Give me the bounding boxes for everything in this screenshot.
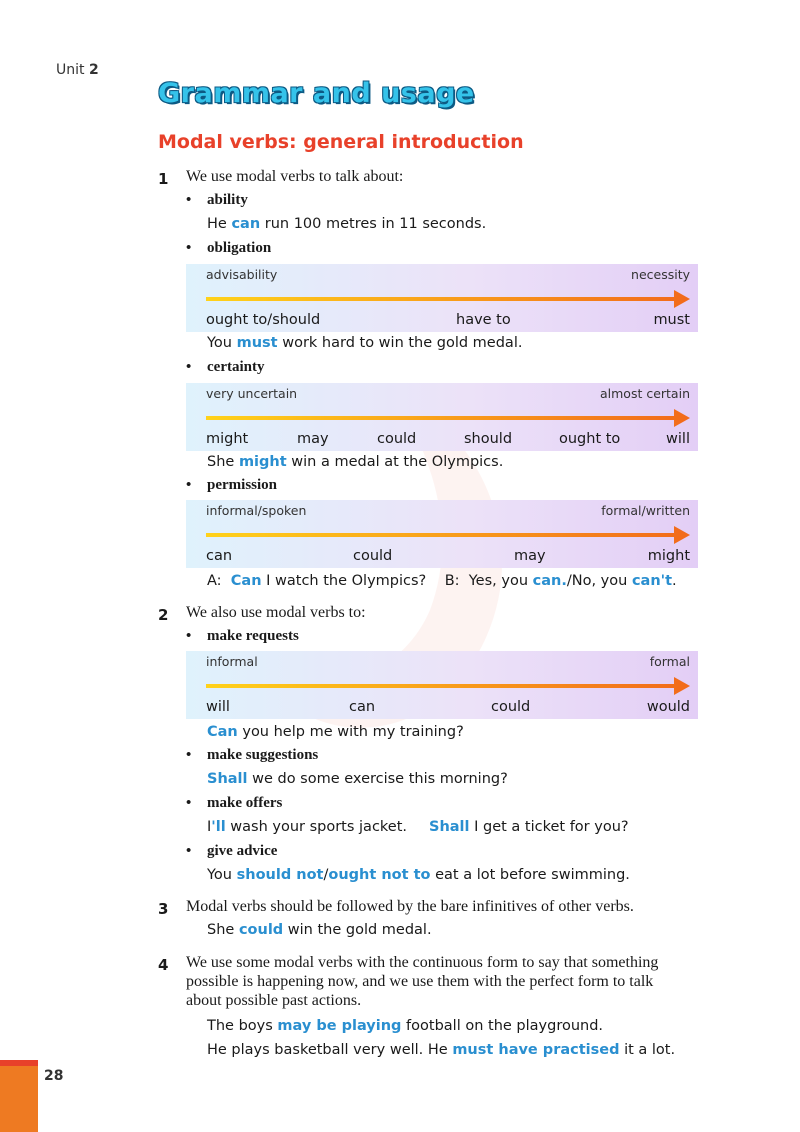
- scale-right-label: necessity: [631, 267, 690, 282]
- example-suggestions: Shall we do some exercise this morning?: [207, 771, 508, 787]
- scale-obligation: [186, 264, 698, 332]
- scale-word: might: [647, 548, 690, 564]
- scale-word: could: [491, 699, 531, 715]
- section-text-4-line-1: We use some modal verbs with the continuous form to say that something: [186, 954, 659, 971]
- scale-word: would: [646, 699, 690, 715]
- bullet-permission: • permission: [207, 477, 277, 494]
- scale-word: should: [464, 431, 513, 447]
- scale-left-label: very uncertain: [206, 386, 298, 401]
- example-advice: You should not/ought not to eat a lot before swimming.: [207, 867, 630, 883]
- section-text-1: We use modal verbs to talk about:: [186, 168, 404, 185]
- scale-requests: [186, 651, 698, 719]
- section-number-2: 2: [158, 606, 169, 624]
- example-offers-1: I'll wash your sports jacket.: [207, 819, 408, 835]
- bullet-offers: • make offers: [207, 795, 282, 812]
- bullet-ability: • ability: [207, 192, 248, 209]
- example-s4-2: He plays basketball very well. He must have practised it a lot.: [207, 1042, 676, 1058]
- scale-left-label: advisability: [206, 267, 278, 282]
- example-certainty: She might win a medal at the Olympics.: [207, 454, 504, 470]
- page-title: Grammar and usage: [158, 78, 475, 109]
- section-text-4-line-3: about possible past actions.: [186, 992, 362, 1009]
- example-obligation: You must work hard to win the gold medal.: [207, 335, 523, 351]
- scale-word: could: [377, 431, 417, 447]
- page-bar: [0, 1066, 38, 1132]
- scale-right-label: almost certain: [599, 386, 690, 401]
- scale-arrow-icon: [206, 409, 690, 427]
- scale-word: might: [206, 431, 249, 447]
- scale-word: can: [349, 699, 376, 715]
- scale-permission: [186, 500, 698, 568]
- scale-word: could: [353, 548, 393, 564]
- scale-left-label: informal: [206, 654, 258, 669]
- page-number: 28: [44, 1068, 64, 1084]
- scale-arrow-icon: [206, 290, 690, 308]
- example-s4-1: The boys may be playing football on the playground.: [207, 1018, 604, 1034]
- scale-word: ought to: [559, 431, 621, 447]
- scale-word: will: [666, 431, 690, 447]
- example-offers-2: Shall I get a ticket for you?: [429, 819, 629, 835]
- bullet-obligation: • obligation: [207, 240, 271, 257]
- bullet-certainty: • certainty: [207, 359, 264, 376]
- section-text-4-line-2: possible is happening now, and we use them with the perfect form to talk: [186, 973, 654, 990]
- section-text-2: We also use modal verbs to:: [186, 604, 366, 621]
- example-requests: Can you help me with my training?: [207, 724, 464, 740]
- scale-word: ought to/should: [206, 312, 321, 328]
- section-number-3: 3: [158, 900, 169, 918]
- bullet-suggestions: • make suggestions: [207, 747, 318, 764]
- section-subtitle: Modal verbs: general introduction: [158, 131, 524, 153]
- scale-left-label: informal/spoken: [206, 503, 307, 518]
- example-s3: She could win the gold medal.: [207, 922, 432, 938]
- section-number-1: 1: [158, 170, 169, 188]
- scale-arrow-icon: [206, 526, 690, 544]
- bullet-advice: • give advice: [207, 843, 277, 860]
- scale-word: may: [514, 548, 546, 564]
- scale-right-label: formal/written: [601, 503, 690, 518]
- unit-label: Unit 2: [56, 62, 99, 78]
- scale-word: may: [297, 431, 329, 447]
- section-text-3: Modal verbs should be followed by the bare infinitives of other verbs.: [186, 898, 634, 915]
- bullet-requests: • make requests: [207, 628, 299, 645]
- scale-word: can: [206, 548, 233, 564]
- example-ability: He can run 100 metres in 11 seconds.: [207, 216, 487, 232]
- scale-word: have to: [456, 312, 511, 328]
- example-permission: A: Can I watch the Olympics? B: Yes, you can./No, you can't.: [207, 573, 677, 589]
- scale-word: must: [653, 312, 690, 328]
- section-number-4: 4: [158, 956, 169, 974]
- scale-word: will: [206, 699, 230, 715]
- scale-right-label: formal: [649, 654, 690, 669]
- scale-certainty: [186, 383, 698, 451]
- scale-arrow-icon: [206, 677, 690, 695]
